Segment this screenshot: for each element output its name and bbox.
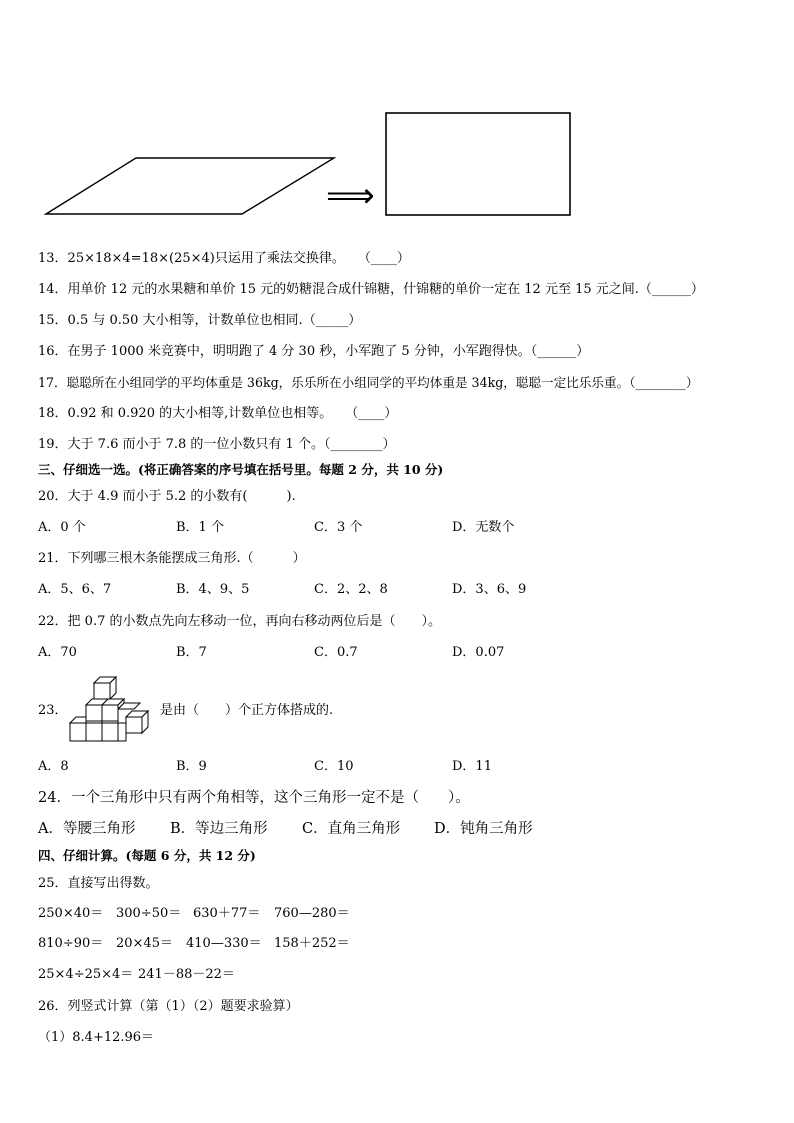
q24-option-c: C．直角三角形 [302, 821, 401, 837]
calc-item: 241－88－22＝ [138, 967, 235, 982]
question-25: 25．直接写出得数。 [38, 876, 159, 891]
q22-option-c: C．0.7 [314, 645, 358, 660]
q24-option-d: D．钝角三角形 [434, 821, 533, 837]
q23-option-b: B．9 [176, 759, 207, 774]
question-18: 18．0.92 和 0.920 的大小相等,计数单位也相等。 （____） [38, 406, 398, 421]
question-23-number: 23． [38, 703, 68, 718]
q24-option-b: B．等边三角形 [170, 821, 268, 837]
question-26-part-1: （1）8.4+12.96＝ [38, 1030, 155, 1045]
q24-option-a: A．等腰三角形 [38, 821, 136, 837]
q20-option-b: B．1 个 [176, 520, 224, 535]
question-13: 13．25×18×4=18×(25×4)只运用了乘法交换律。 （____） [38, 251, 410, 266]
question-17: 17．聪聪所在小组同学的平均体重是 36kg，乐乐所在小组同学的平均体重是 34kg，聪聪一定比乐乐重。（________） [38, 375, 699, 390]
calc-item: 410—330＝ [186, 936, 262, 951]
question-19: 19．大于 7.6 而小于 7.8 的一位小数只有 1 个。（________） [38, 437, 396, 452]
calc-item: 158＋252＝ [274, 936, 350, 951]
q20-option-a: A．0 个 [38, 520, 86, 535]
rectangle-figure [384, 110, 574, 220]
q20-option-d: D．无数个 [452, 520, 515, 535]
calc-item: 810÷90＝ [38, 936, 104, 951]
q23-option-a: A．8 [38, 759, 69, 774]
question-20: 20．大于 4.9 而小于 5.2 的小数有( ). [38, 489, 296, 504]
cube-stack-figure [64, 673, 156, 745]
section-3-heading: 三、仔细选一选。(将正确答案的序号填在括号里。每题 2 分，共 10 分) [38, 462, 444, 477]
question-23-stem: 是由（ ）个正方体搭成的. [160, 703, 334, 718]
question-15: 15．0.5 与 0.50 大小相等，计数单位也相同.（_____） [38, 313, 362, 328]
calc-item: 25×4÷25×4＝ [38, 967, 134, 982]
q20-option-c: C．3 个 [314, 520, 363, 535]
calc-item: 630＋77＝ [193, 906, 261, 921]
question-22: 22．把 0.7 的小数点先向左移动一位，再向右移动两位后是（ ）。 [38, 614, 441, 629]
question-14: 14．用单价 12 元的水果糖和单价 15 元的奶糖混合成什锦糖，什锦糖的单价一定在 12 元至 15 元之间.（______） [38, 282, 704, 297]
question-26: 26．列竖式计算（第（1）（2）题要求验算） [38, 999, 299, 1014]
q22-option-d: D．0.07 [452, 645, 505, 660]
parallelogram-figure [40, 150, 340, 220]
q21-option-d: D．3、6、9 [452, 582, 527, 597]
q23-option-c: C．10 [314, 759, 354, 774]
calc-item: 20×45＝ [116, 936, 173, 951]
q21-option-a: A．5、6、7 [38, 582, 112, 597]
calc-item: 760—280＝ [274, 906, 350, 921]
q21-option-b: B．4、9、5 [176, 582, 250, 597]
calc-item: 250×40＝ [38, 906, 104, 921]
q22-option-b: B．7 [176, 645, 207, 660]
q21-option-c: C．2、2、8 [314, 582, 388, 597]
question-24: 24．一个三角形中只有两个角相等，这个三角形一定不是（ ）。 [38, 790, 470, 806]
transform-arrow: ⟹ [326, 176, 375, 216]
section-4-heading: 四、仔细计算。(每题 6 分，共 12 分) [38, 848, 256, 863]
question-16: 16．在男子 1000 米竞赛中，明明跑了 4 分 30 秒，小军跑了 5 分钟，小军跑得快。（______） [38, 344, 590, 359]
calc-item: 300÷50＝ [116, 906, 182, 921]
q23-option-d: D．11 [452, 759, 492, 774]
q22-option-a: A．70 [38, 645, 77, 660]
question-21: 21．下列哪三根木条能摆成三角形.（ ） [38, 551, 306, 566]
